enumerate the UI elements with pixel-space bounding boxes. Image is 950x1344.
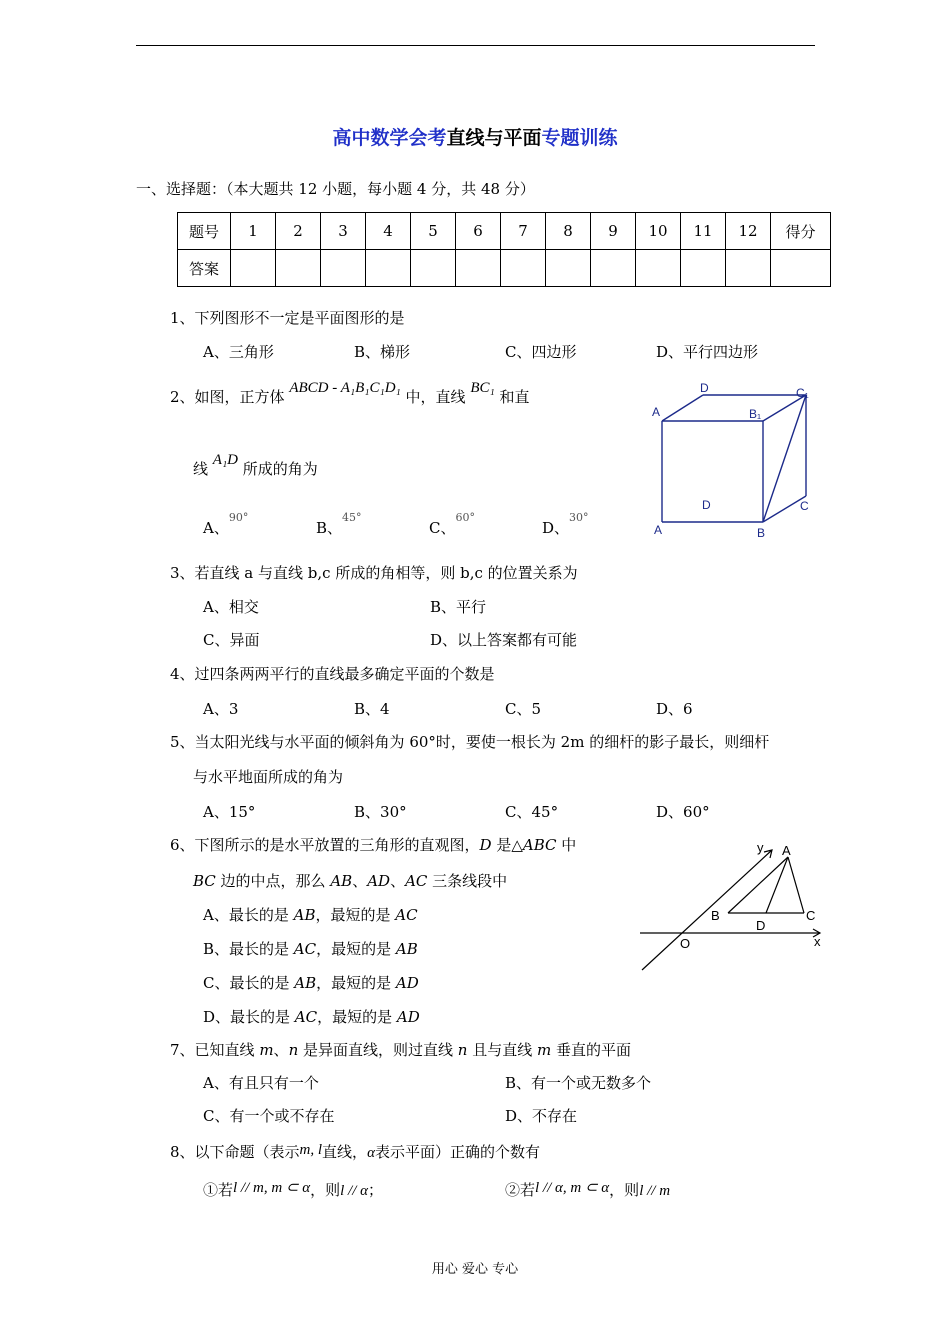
table-cell: 7 bbox=[501, 213, 546, 250]
answer-cell[interactable] bbox=[546, 250, 591, 287]
label-y: y bbox=[757, 840, 764, 855]
answer-cell[interactable] bbox=[321, 250, 366, 287]
label-top-a: A bbox=[652, 405, 661, 419]
page-title: 高中数学会考直线与平面专题训练 bbox=[332, 127, 618, 149]
question-6-stem-line2: BC 边的中点，那么 AB、AD、AC 三条线段中 bbox=[193, 872, 508, 890]
label-top-d: D bbox=[700, 381, 709, 395]
table-cell: 9 bbox=[591, 213, 636, 250]
q5-option-c: C、45° bbox=[505, 803, 559, 821]
label-a: A bbox=[782, 843, 791, 858]
q7-option-c: C、有一个或不存在 bbox=[203, 1107, 335, 1125]
line-a1d: A₁D bbox=[212, 452, 239, 468]
q3-option-c: C、异面 bbox=[203, 631, 260, 649]
q6-option-b: B、最长的是 AC，最短的是 AB bbox=[203, 940, 418, 958]
label-bottom-b: B bbox=[757, 526, 766, 540]
label-d: D bbox=[756, 918, 766, 933]
table-cell: 12 bbox=[726, 213, 771, 250]
q2-option-b: B、$^{45^\circ}$ bbox=[316, 511, 362, 537]
q6-option-d: D、最长的是 AC，最短的是 AD bbox=[203, 1008, 420, 1026]
q4-option-a: A、3 bbox=[203, 700, 239, 718]
answer-cell[interactable] bbox=[591, 250, 636, 287]
answer-cell[interactable] bbox=[681, 250, 726, 287]
table-cell: 8 bbox=[546, 213, 591, 250]
q4-option-d: D、6 bbox=[656, 700, 693, 718]
q6-option-c: C、最长的是 AB，最短的是 AD bbox=[203, 974, 419, 992]
table-cell: 6 bbox=[456, 213, 501, 250]
section-heading: 一、选择题：（本大题共 12 小题，每小题 4 分，共 48 分） bbox=[136, 180, 535, 198]
cube-figure bbox=[640, 378, 830, 543]
question-5-stem: 5、当太阳光线与水平面的倾斜角为 60°时，要使一根长为 2m 的细杆的影子最长，则细杆 bbox=[170, 733, 770, 751]
question-4-stem: 4、过四条两两平行的直线最多确定平面的个数是 bbox=[170, 665, 495, 683]
q7-option-d: D、不存在 bbox=[505, 1107, 578, 1125]
q4-option-b: B、4 bbox=[354, 700, 390, 718]
q7-option-b: B、有一个或无数多个 bbox=[505, 1074, 652, 1092]
page-footer: 用心 爱心 专心 bbox=[431, 1262, 519, 1277]
cube-name: ABCD - A₁B₁C₁D₁ bbox=[289, 380, 401, 396]
label-x: x bbox=[814, 934, 821, 949]
answer-table bbox=[177, 212, 831, 287]
q3-option-b: B、平行 bbox=[430, 598, 487, 616]
answer-cell[interactable] bbox=[501, 250, 546, 287]
label-c1: C₁ bbox=[796, 386, 809, 400]
table-cell: 1 bbox=[231, 213, 276, 250]
q6-option-a: A、最长的是 AB，最短的是 AC bbox=[203, 906, 418, 924]
y-axis bbox=[642, 850, 772, 970]
q5-option-d: D、60° bbox=[656, 803, 710, 821]
table-cell: 5 bbox=[411, 213, 456, 250]
answer-cell[interactable] bbox=[231, 250, 276, 287]
q1-option-a: A、三角形 bbox=[203, 343, 274, 361]
q5-option-a: A、15° bbox=[203, 803, 256, 821]
answer-cell[interactable] bbox=[456, 250, 501, 287]
q1-option-b: B、梯形 bbox=[354, 343, 411, 361]
table-cell: 4 bbox=[366, 213, 411, 250]
label-c: C bbox=[800, 499, 809, 513]
line-bc1: BC₁ bbox=[470, 380, 495, 396]
q8-proposition-2: ②若l // α, m ⊂ α，则l // m bbox=[505, 1180, 671, 1199]
q1-option-c: C、四边形 bbox=[505, 343, 577, 361]
answer-cell[interactable] bbox=[726, 250, 771, 287]
question-5-stem-line2: 与水平地面所成的角为 bbox=[193, 768, 344, 786]
q3-option-a: A、相交 bbox=[203, 598, 259, 616]
segment-ab bbox=[728, 857, 788, 913]
score-cell[interactable] bbox=[771, 250, 831, 287]
header-rule bbox=[136, 45, 815, 46]
question-8-stem: 8、以下命题（表示m, l直线，α表示平面）正确的个数有 bbox=[170, 1142, 540, 1161]
q3-option-d: D、以上答案都有可能 bbox=[430, 631, 578, 649]
question-3-stem: 3、若直线 a 与直线 b,c 所成的角相等，则 b,c 的位置关系为 bbox=[170, 564, 578, 582]
label-o: O bbox=[680, 936, 691, 951]
table-cell: 2 bbox=[276, 213, 321, 250]
question-7-stem: 7、已知直线 m、n 是异面直线，则过直线 n 且与直线 m 垂直的平面 bbox=[170, 1041, 632, 1059]
q1-option-d: D、平行四边形 bbox=[656, 343, 759, 361]
segment-ac bbox=[788, 857, 804, 913]
q4-option-c: C、5 bbox=[505, 700, 542, 718]
row-label: 题号 bbox=[178, 213, 231, 250]
answer-cell[interactable] bbox=[276, 250, 321, 287]
table-row bbox=[178, 213, 831, 250]
table-cell: 10 bbox=[636, 213, 681, 250]
label-b: B bbox=[711, 908, 720, 923]
answer-cell[interactable] bbox=[636, 250, 681, 287]
q7-option-a: A、有且只有一个 bbox=[203, 1074, 319, 1092]
question-2-stem-line2: 线 A₁D 所成的角为 bbox=[193, 452, 318, 478]
question-1-stem: 1、下列图形不一定是平面图形的是 bbox=[170, 309, 405, 327]
table-cell: 11 bbox=[681, 213, 726, 250]
segment-ad bbox=[766, 857, 788, 913]
answer-cell[interactable] bbox=[411, 250, 456, 287]
answer-cell[interactable] bbox=[366, 250, 411, 287]
label-bottom-a: A bbox=[654, 523, 663, 537]
label-mid-d: D bbox=[702, 498, 711, 512]
question-2-stem: 2、如图，正方体 ABCD - A₁B₁C₁D₁ 中，直线 BC₁ 和直 bbox=[170, 380, 530, 406]
triangle-figure bbox=[630, 835, 830, 980]
q2-option-c: C、$^{60^\circ}$ bbox=[429, 511, 475, 537]
label-c: C bbox=[806, 908, 816, 923]
row-label: 答案 bbox=[178, 250, 231, 287]
q2-option-d: D、$^{30^\circ}$ bbox=[542, 511, 589, 537]
q2-option-a: A、$^{90^\circ}$ bbox=[203, 511, 249, 537]
cube-edge bbox=[662, 395, 703, 421]
q8-proposition-1: ①若l // m, m ⊂ α，则l // α； bbox=[203, 1180, 384, 1199]
question-6-stem: 6、下图所示的是水平放置的三角形的直观图，D 是△ABC 中 bbox=[170, 836, 577, 854]
label-b1: B₁ bbox=[749, 407, 762, 421]
q5-option-b: B、30° bbox=[354, 803, 407, 821]
table-cell: 3 bbox=[321, 213, 366, 250]
table-row bbox=[178, 250, 831, 287]
score-label: 得分 bbox=[771, 213, 831, 250]
